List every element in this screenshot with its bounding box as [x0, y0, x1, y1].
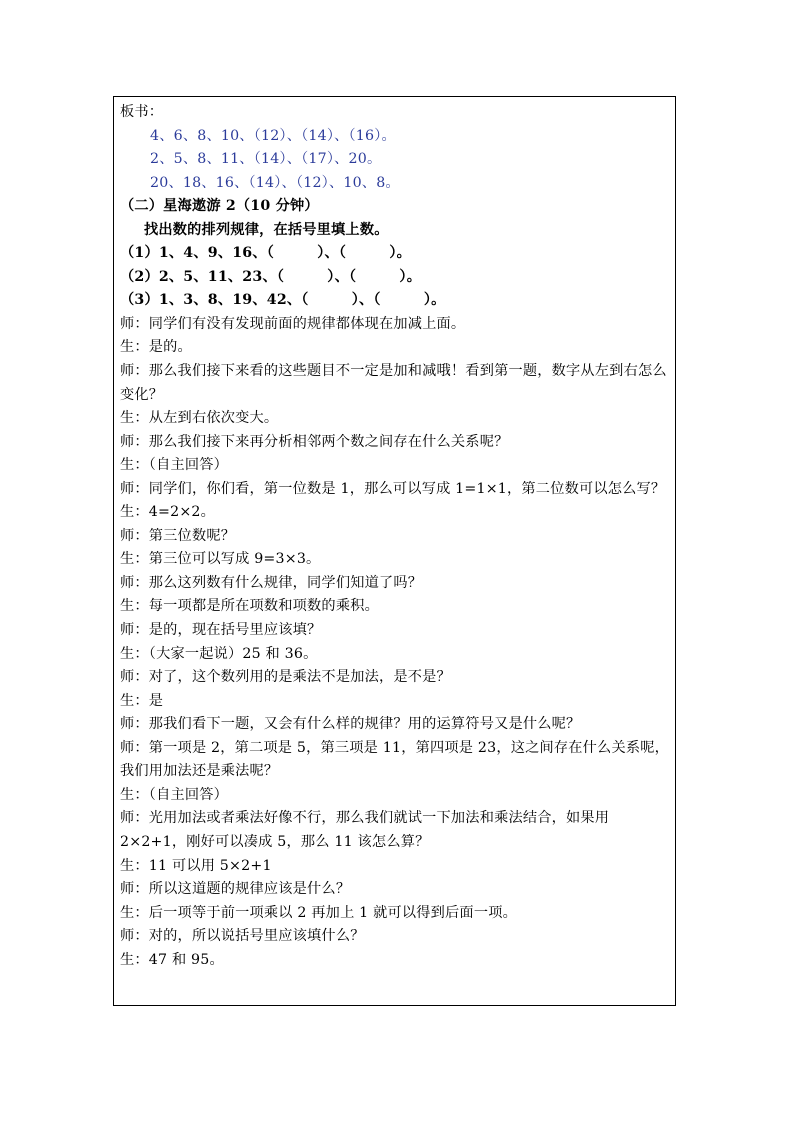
dialogue-line: 师：所以这道题的规律应该是什么？ — [120, 881, 351, 898]
dialogue-line: 生：第三位可以写成 9=3×3。 — [120, 551, 321, 568]
dialogue-line: 师：对的，所以说括号里应该填什么？ — [120, 928, 365, 945]
dialogue-line: 师：第一项是 2，第二项是 5，第三项是 11，第四项是 23，这之间存在什么关系呢，我们用加法还是乘法呢？ — [120, 739, 669, 780]
dialogue-line: 师：那么这列数有什么规律，同学们知道了吗？ — [120, 574, 423, 591]
problem-3: （3）1、3、8、19、42、（ ）、（ ）。 — [120, 292, 446, 309]
dialogue-line: 生：从左到右依次变大。 — [120, 410, 279, 427]
problem-1: （1）1、4、9、16、（ ）、（ ）。 — [120, 245, 412, 262]
dialogue-line: 生：（大家一起说）25 和 36。 — [120, 645, 318, 662]
board-writing-line-2: 2、5、8、11、（14）、（17）、20。 — [150, 151, 382, 168]
dialogue-line: 师：光用加法或者乘法好像不行，那么我们就试一下加法和乘法结合，如果用 2×2+1，刚好可以凑成 5，那么 11 该怎么算？ — [120, 810, 610, 850]
dialogue-line: 生：是的。 — [120, 339, 192, 356]
dialogue-line: 师：同学们有没有发现前面的规律都体现在加减上面。 — [120, 315, 466, 332]
dialogue-line: 师：对了，这个数列用的是乘法不是加法，是不是？ — [120, 669, 451, 686]
section-title: （二）星海遨游 2（10 分钟） — [120, 198, 319, 215]
dialogue-line: 师：那我们看下一题，又会有什么样的规律？用的运算符号又是什么呢？ — [120, 716, 581, 733]
lesson-content-box — [113, 96, 676, 1006]
dialogue-line: 师：同学们，你们看，第一位数是 1，那么可以写成 1=1×1，第二位数可以怎么写？ — [120, 480, 666, 497]
dialogue-line: 生：4=2×2。 — [120, 504, 216, 521]
dialogue-line: 师：第三位数呢？ — [120, 527, 236, 544]
dialogue-line: 师：那么我们接下来再分析相邻两个数之间存在什么关系呢？ — [120, 433, 509, 450]
section-instruction: 找出数的排列规律，在括号里填上数。 — [144, 221, 389, 238]
dialogue-line: 生：（自主回答） — [120, 457, 229, 474]
dialogue-line: 生：后一项等于前一项乘以 2 再加上 1 就可以得到后面一项。 — [120, 904, 517, 921]
dialogue-line: 师：那么我们接下来看的这些题目不一定是加和减哦！看到第一题，数字从左到右怎么变化？ — [120, 363, 667, 403]
dialogue-line: 生：每一项都是所在项数和项数的乘积。 — [120, 598, 379, 615]
board-writing-line-1: 4、6、8、10、（12）、（14）、（16）。 — [150, 127, 396, 144]
dialogue-line: 生：47 和 95。 — [120, 951, 224, 968]
problem-2: （2）2、5、11、23、（ ）、（ ）。 — [120, 268, 422, 285]
dialogue-line: 生：11 可以用 5×2+1 — [120, 857, 272, 874]
dialogue-line: 师：是的，现在括号里应该填？ — [120, 622, 322, 639]
dialogue-line: 生：是 — [120, 692, 164, 709]
board-writing-line-3: 20、18、16、（14）、（12）、10、8。 — [150, 174, 400, 191]
dialogue-line: 生：（自主回答） — [120, 786, 229, 803]
board-writing-label: 板书： — [120, 104, 164, 120]
